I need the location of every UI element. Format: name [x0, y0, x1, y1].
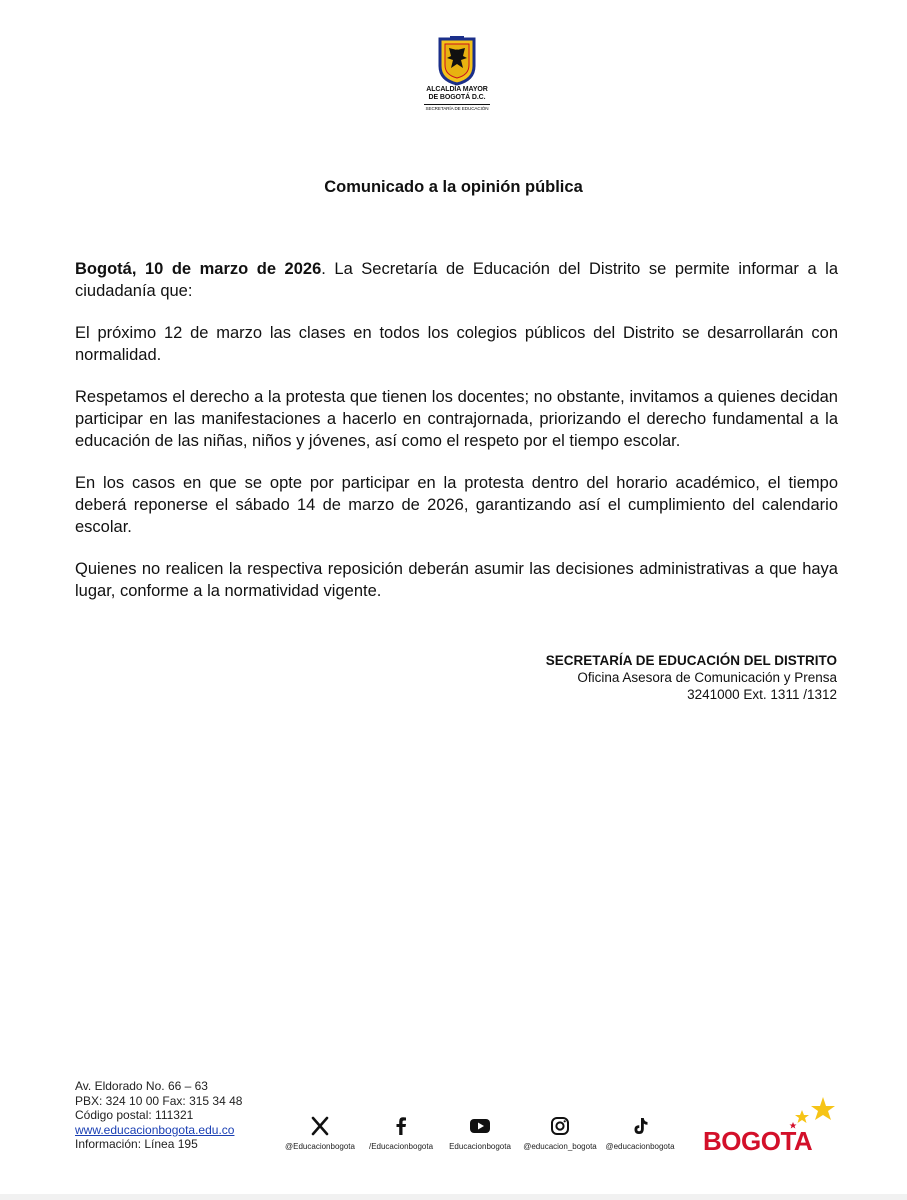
- crest-line-2: DE BOGOTÁ D.C.: [428, 94, 486, 101]
- footer-website-link[interactable]: www.educacionbogota.edu.co: [75, 1122, 235, 1137]
- social-tiktok[interactable]: [598, 1116, 682, 1151]
- crest-line-1: ALCALDÍA MAYOR: [426, 86, 488, 93]
- paragraph-2: Respetamos el derecho a la protesta que tienen los docentes; no obstante, invitamos a quienes decidan participar en las manifestaciones a hacerlo en contrajornada, priorizando el derecho fundamental a la educación de las niñas, niños y jóvenes, así como el respeto por el tiempo escolar.: [75, 388, 838, 450]
- paragraph-3: En los casos en que se opte por participar en la protesta dentro del horario académico, el tiempo deberá reponerse el sábado 14 de marzo de 2026, garantizando así el cumplimiento del calendario escolar.: [75, 474, 838, 536]
- crest-line-3: SECRETARÍA DE EDUCACIÓN: [425, 106, 489, 111]
- document-title: Comunicado a la opinión pública: [324, 178, 583, 196]
- document-body: [75, 258, 838, 622]
- paragraph-1: El próximo 12 de marzo las clases en todos los colegios públicos del Distrito se desarrollarán con normalidad.: [75, 324, 838, 364]
- footer-contact: [75, 1079, 242, 1152]
- coat-of-arms-icon: [437, 36, 477, 86]
- social-youtube[interactable]: [438, 1116, 522, 1151]
- footer-postal: Código postal: 111321: [75, 1108, 194, 1122]
- social-instagram[interactable]: [518, 1116, 602, 1151]
- youtube-icon: [469, 1116, 491, 1136]
- footer-address: Av. Eldorado No. 66 – 63: [75, 1079, 208, 1093]
- x-icon: [310, 1116, 330, 1136]
- social-handle: @educacionbogota: [605, 1142, 675, 1151]
- signature-block: [546, 652, 837, 703]
- paragraph-4: Quienes no realicen la respectiva reposición deberán asumir las decisiones administrativas a que haya lugar, conforme a la normatividad vigente.: [75, 560, 838, 600]
- social-handle: @Educacionbogota: [285, 1142, 355, 1151]
- bogota-crest-logo: [420, 36, 494, 122]
- social-x[interactable]: [278, 1116, 362, 1151]
- intro-paragraph: [75, 258, 838, 302]
- dateline: Bogotá, 10 de marzo de 2026: [75, 260, 322, 278]
- tiktok-icon: [630, 1116, 650, 1136]
- footer-info-line: Información: Línea 195: [75, 1137, 198, 1151]
- signature-office: Oficina Asesora de Comunicación y Prensa: [577, 670, 837, 685]
- social-facebook[interactable]: [359, 1116, 443, 1151]
- social-handle: /Educacionbogota: [368, 1142, 434, 1151]
- social-handle: Educacionbogota: [449, 1142, 511, 1151]
- signature-phone: 3241000 Ext. 1311 /1312: [687, 687, 837, 702]
- crest-divider: [424, 104, 490, 105]
- brand-wordmark: BOGOTA: [703, 1126, 813, 1156]
- bogota-brand-logo: [703, 1096, 843, 1166]
- stars-icon: [789, 1096, 837, 1130]
- signature-org: SECRETARÍA DE EDUCACIÓN DEL DISTRITO: [545, 653, 837, 668]
- intro-text: . La Secretaría de Educación del Distrito se permite informar a la ciudadanía que:: [75, 260, 838, 300]
- footer-pbx: PBX: 324 10 00 Fax: 315 34 48: [75, 1093, 243, 1108]
- social-handle: @educacion_bogota: [523, 1142, 597, 1151]
- instagram-icon: [550, 1116, 570, 1136]
- facebook-icon: [391, 1116, 411, 1136]
